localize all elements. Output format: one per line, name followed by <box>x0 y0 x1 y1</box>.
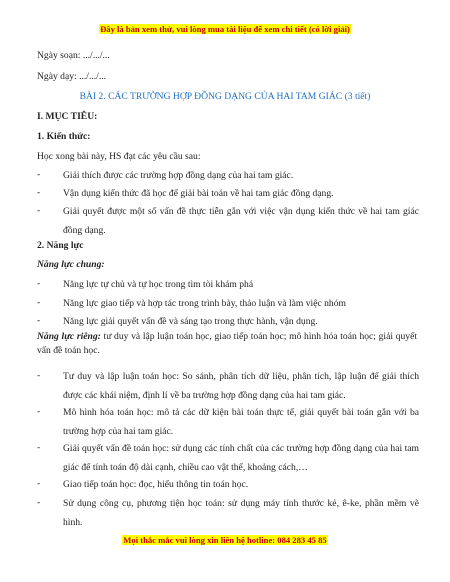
list-dash: - <box>37 497 41 508</box>
list-dash: - <box>37 297 41 308</box>
list-dash: - <box>37 370 41 381</box>
list-dash: - <box>37 478 41 489</box>
knowledge-heading: 1. Kiến thức: <box>37 131 91 142</box>
knowledge-intro: Học xong bài này, HS đạt các yêu cầu sau: <box>37 151 201 162</box>
preview-banner: Đây là bản xem thử, vui lòng mua tài liệu để xem chi tiết (có lời giải) <box>100 24 350 34</box>
list-item: Mô hình hóa toán học: mô tả các dữ kiện bài toán thực tế, giải quyết bài toán gắn với ba trường hợp của hai tam giác. <box>63 407 419 437</box>
list-dash: - <box>37 169 41 180</box>
list-item: Vận dụng kiến thức đã học để giải bài toán về hai tam giác đồng dạng. <box>63 188 334 199</box>
specific-competency-text: tư duy và lập luận toán học, giao tiếp toán học; mô hình hóa toán học; giải quyết vấn đề toán học. <box>37 331 417 356</box>
competency-heading: 2. Năng lực <box>37 240 84 251</box>
list-dash: - <box>37 406 41 417</box>
general-competency-heading: Năng lực chung: <box>37 259 105 270</box>
list-item: Sử dụng công cụ, phương tiện học toán: sử dụng máy tính thước kẻ, ê-ke, phần mềm vẽ hình. <box>63 498 419 528</box>
date-taught: Ngày dạy: .../.../... <box>37 71 107 82</box>
list-dash: - <box>37 205 41 216</box>
section-objectives: I. MỤC TIÊU: <box>37 111 98 122</box>
lesson-title: BÀI 2. CÁC TRƯỜNG HỢP ĐỒNG DẠNG CỦA HAI TAM GIÁC (3 tiết) <box>79 91 371 102</box>
list-item: Giải quyết được một số vấn đề thực tiễn gắn với việc vận dụng kiến thức về hai tam giác đồng dạng. <box>63 206 419 236</box>
list-dash: - <box>37 442 41 453</box>
list-item: Năng lực tự chủ và tự học trong tìm tòi khám phá <box>63 279 254 290</box>
list-item: Năng lực giải quyết vấn đề và sáng tạo trong thực hành, vận dụng. <box>63 316 318 327</box>
list-dash: - <box>37 278 41 289</box>
specific-competency-label: Năng lực riêng: <box>37 331 101 342</box>
list-item: Giải thích được các trường hợp đồng dạng của hai tam giác. <box>63 170 294 181</box>
list-dash: - <box>37 315 41 326</box>
list-item: Tư duy và lập luận toán học: So sánh, phân tích dữ liệu, phân tích, lập luận để giải thích được các khái niệm, định lí về ba trường hợp đồng dạng của hai tam giác. <box>63 371 419 401</box>
list-item: Giải quyết vấn đề toán học: sử dụng các tính chất của các trường hợp đồng dạng của hai tam giác để tính toán độ dài cạnh, chiều cao vật thể, khoảng cách,… <box>63 443 419 473</box>
list-dash: - <box>37 187 41 198</box>
date-prepared: Ngày soạn: .../.../... <box>37 50 110 61</box>
hotline-banner: Mọi thắc mắc vui lòng xin liên hệ hotline: 084 283 45 85 <box>123 535 327 545</box>
list-item: Năng lực giao tiếp và hợp tác trong trình bày, thảo luận và làm việc nhóm <box>63 298 346 309</box>
list-item: Giao tiếp toán học: đọc, hiểu thông tin toán học. <box>63 479 249 490</box>
specific-competency-paragraph <box>37 330 417 358</box>
